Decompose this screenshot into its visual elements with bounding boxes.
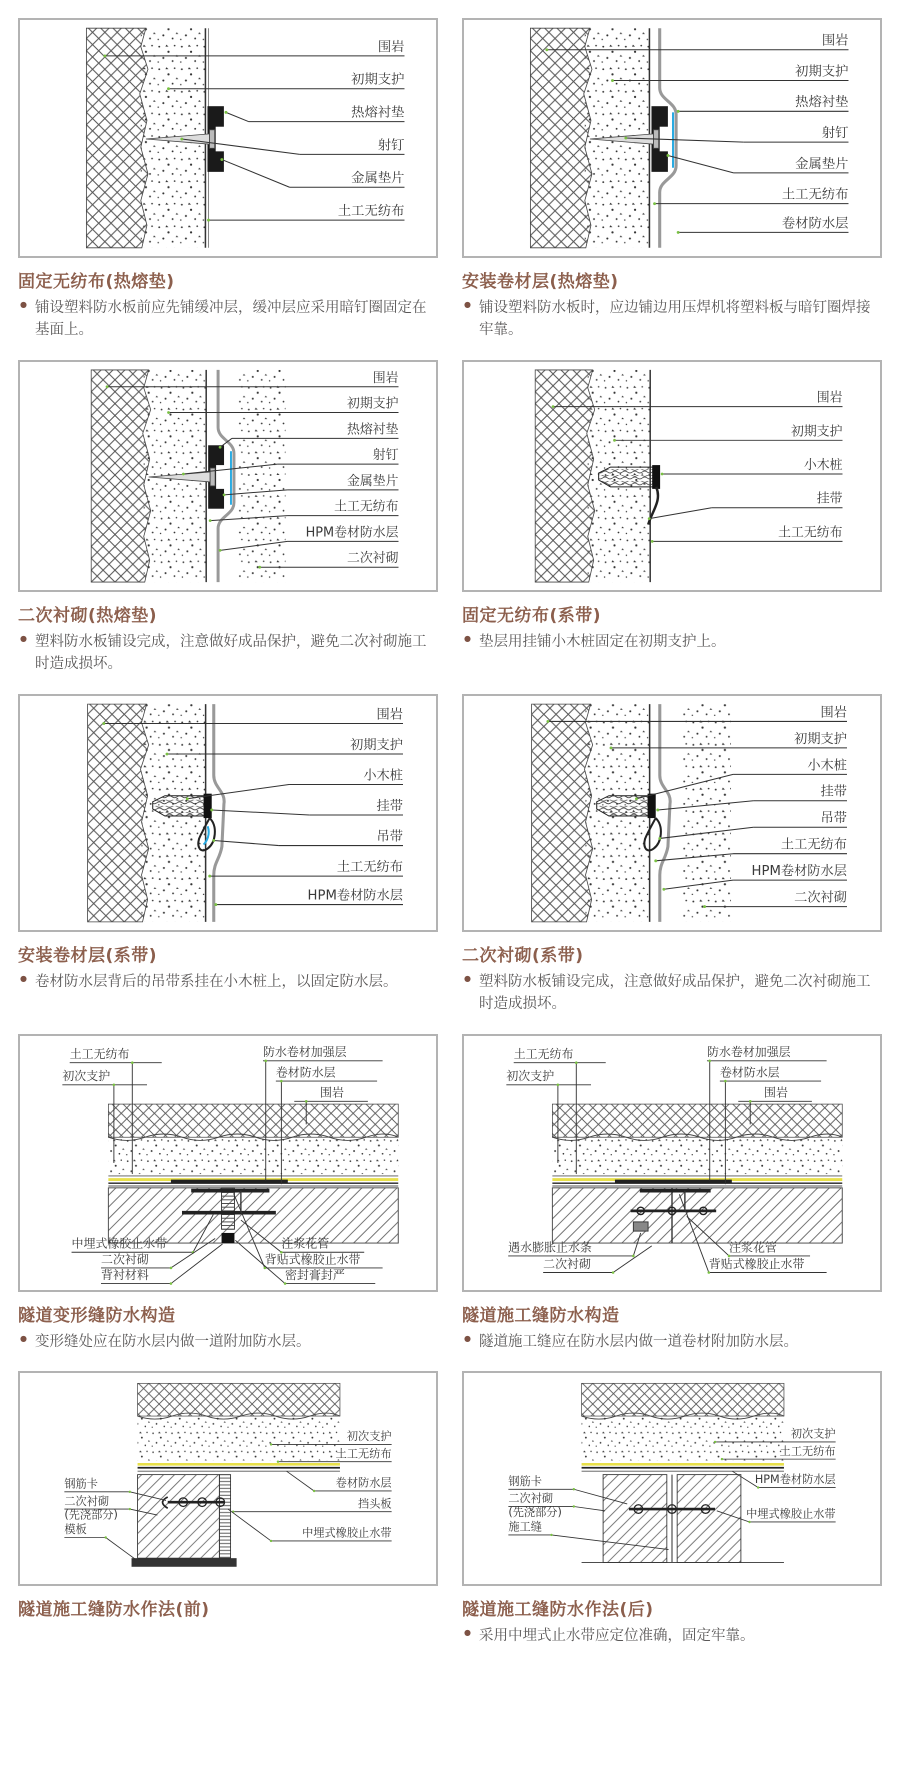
diagram-box [462, 360, 882, 592]
panel-title: 二次衬砌(热熔垫) [18, 605, 158, 626]
diagram-label: 初期支护 [351, 72, 405, 88]
diagram-box [18, 1371, 438, 1586]
diagram-shape [552, 1104, 842, 1137]
diagram-label: 钢筋卡 [64, 1477, 98, 1491]
diagram-label: HPM卷材防水层 [305, 525, 399, 541]
note-item [18, 1331, 438, 1353]
diagram-shape [599, 467, 655, 487]
diagram-label: 小木桩 [807, 758, 847, 774]
diagram-shape [597, 796, 650, 816]
diagram-label: 吊带 [820, 811, 847, 827]
diagram-shape [677, 1475, 741, 1563]
note-item [462, 297, 882, 342]
diagram-shape [633, 1222, 648, 1231]
diagram-shape [530, 28, 592, 248]
diagram-label: 防水卷材加强层 [262, 1045, 347, 1060]
diagram-label: (先浇部分) [508, 1506, 562, 1520]
diagram-label: 土工无纺布 [513, 1046, 574, 1061]
anchor-tick [703, 905, 706, 908]
anchor-tick [656, 808, 659, 811]
diagram-label: 土工无纺布 [69, 1046, 130, 1061]
diagram-label: 密封膏封严 [285, 1267, 345, 1282]
anchor-tick [105, 1537, 107, 1539]
anchor-tick [573, 1506, 575, 1508]
panel-notes [462, 297, 882, 342]
anchor-tick [214, 903, 217, 906]
anchor-tick [611, 79, 614, 82]
diagram-label: HPM卷材防水层 [754, 1473, 836, 1487]
anchor-tick [653, 202, 656, 205]
leader-line [649, 508, 711, 519]
panel-title: 安装卷材层(系带) [18, 945, 158, 966]
diagram-label: 围岩 [816, 390, 843, 406]
note-item [462, 631, 882, 653]
diagram-label: 围岩 [372, 370, 399, 386]
anchor-tick [573, 1488, 575, 1490]
anchor-tick [677, 110, 680, 113]
diagram-box [18, 18, 438, 258]
panel-construction-joint-detail [462, 1034, 882, 1353]
diagram-label: 二次衬砌 [794, 890, 847, 906]
anchor-tick [103, 54, 106, 57]
anchor-tick [721, 1458, 723, 1460]
anchor-tick [209, 519, 212, 522]
diagram-shape [204, 794, 212, 818]
panel-notes [462, 1331, 882, 1353]
diagram-label: 中埋式橡胶止水带 [746, 1507, 836, 1521]
panel-install-membrane-strap [18, 694, 438, 1016]
note-text: 塑料防水板铺设完成，注意做好成品保护，避免二次衬砌施工时造成损坏。 [35, 633, 427, 673]
anchor-tick [180, 138, 183, 141]
diagram-shape [210, 130, 215, 148]
leader-line [574, 1507, 605, 1511]
anchor-tick [131, 1061, 134, 1064]
diagram-label: HPM卷材防水层 [307, 888, 403, 904]
diagram-label: 初期支护 [346, 396, 399, 412]
diagram-label: 土工无纺布 [778, 525, 843, 541]
anchor-tick [612, 1271, 615, 1274]
diagram-label: 二次衬砌 [543, 1256, 591, 1271]
anchor-tick [613, 439, 616, 442]
anchor-tick [284, 1282, 287, 1285]
diagram-label: 初次支护 [506, 1068, 555, 1083]
panel-construction-joint-method-after [462, 1371, 882, 1647]
leader-line [106, 1538, 135, 1560]
diagram-shape [603, 1475, 667, 1563]
note-text: 卷材防水层背后的吊带系挂在小木桩上，以固定防水层。 [35, 973, 398, 990]
diagram-label: 吊带 [376, 829, 403, 845]
anchor-tick [651, 540, 654, 543]
anchor-tick [666, 154, 669, 157]
diagram-label: 土工无纺布 [335, 1447, 392, 1461]
diagram-shape [552, 1188, 842, 1243]
diagram-shape [138, 1416, 340, 1461]
anchor-tick [708, 1059, 711, 1062]
anchor-tick [546, 720, 549, 723]
diagram-shape [652, 465, 660, 489]
anchor-tick [167, 87, 170, 90]
anchor-tick [210, 808, 213, 811]
panel-title: 二次衬砌(系带) [462, 945, 584, 966]
anchor-tick [182, 473, 185, 476]
diagram-label: 小木桩 [803, 457, 843, 473]
panel-title: 固定无纺布(系带) [462, 605, 602, 626]
diagram-box [462, 18, 882, 258]
diagram-label: 挂带 [816, 491, 843, 507]
diagram-label: 卷材防水层 [335, 1476, 392, 1490]
note-item [462, 1331, 882, 1353]
diagram-shape [91, 370, 150, 582]
anchor-tick [219, 549, 222, 552]
diagram-label: 土工无纺布 [334, 499, 399, 515]
anchor-tick [166, 752, 169, 755]
diagram-label: 卷材防水层 [275, 1065, 336, 1080]
diagram-box [18, 694, 438, 932]
diagram-label: 注浆花管 [729, 1240, 777, 1255]
panel-notes [18, 971, 438, 993]
panel-deformation-joint-detail [18, 1034, 438, 1353]
leader-line [287, 1471, 315, 1491]
leader-line [212, 810, 310, 815]
leader-line [226, 112, 249, 121]
panel-notes [18, 631, 438, 676]
diagram-box [18, 360, 438, 592]
anchor-tick [212, 839, 215, 842]
panel-title: 隧道施工缝防水作法(前) [18, 1600, 210, 1621]
anchor-tick [207, 219, 210, 222]
diagram-label: 二次衬砌 [508, 1492, 554, 1506]
diagram-shape [138, 1384, 340, 1417]
panel-title: 隧道施工缝防水构造 [462, 1305, 620, 1326]
diagram-label: (先浇部分) [64, 1508, 118, 1522]
anchor-tick [313, 1490, 315, 1492]
panel-title: 隧道变形缝防水构造 [18, 1305, 176, 1326]
diagram-label: 钢筋卡 [508, 1475, 542, 1489]
anchor-tick [557, 1083, 560, 1086]
leader-line [613, 1246, 652, 1273]
diagram-label: 围岩 [320, 1085, 344, 1100]
panel-fix-nonwoven-hotmelt [18, 18, 438, 342]
diagram-label: 热熔衬垫 [346, 422, 399, 438]
diagram-shape [535, 370, 594, 582]
diagram-label: 小木桩 [363, 768, 403, 784]
anchor-tick [208, 875, 211, 878]
anchor-tick [170, 1282, 173, 1285]
panel-title: 安装卷材层(热熔垫) [462, 272, 619, 292]
note-text: 隧道施工缝应在防水层内做一道卷材附加防水层。 [479, 1333, 798, 1350]
panel-construction-joint-method-before [18, 1371, 438, 1647]
diagram-label: 中埋式橡胶止水带 [302, 1526, 392, 1540]
anchor-tick [219, 446, 222, 449]
anchor-tick [724, 1080, 727, 1083]
note-text: 铺设塑料防水板前应先铺缓冲层，缓冲层应采用暗钉圈固定在基面上。 [35, 300, 427, 339]
diagram-label: 土工无纺布 [780, 837, 847, 853]
diagram-shape [219, 1475, 230, 1559]
anchor-tick [167, 411, 170, 414]
anchor-tick [714, 1441, 716, 1443]
diagram-label: 初期支护 [790, 424, 843, 440]
diagram-label: 挂带 [820, 784, 847, 800]
leader-line [668, 155, 734, 172]
leader-line [222, 160, 290, 188]
diagram-label: 热熔衬垫 [351, 105, 405, 121]
panel-notes [462, 971, 882, 1016]
panel-secondary-lining-hotmelt [18, 360, 438, 676]
diagram-shape [108, 1104, 398, 1137]
diagram-label: 挂带 [376, 798, 403, 814]
diagram-label: 卷材防水层 [781, 216, 849, 232]
diagram-shape [132, 1558, 237, 1567]
diagram-box [18, 1034, 438, 1292]
anchor-tick [575, 1061, 578, 1064]
anchor-tick [106, 385, 109, 388]
diagram-label: 二次衬砌 [346, 551, 399, 567]
note-item [462, 971, 882, 1016]
diagram-label: 背贴式橡胶止水带 [708, 1256, 805, 1271]
diagram-label: 金属垫片 [795, 156, 849, 172]
diagram-box [462, 694, 882, 932]
anchor-tick [648, 517, 651, 520]
panel-notes [462, 1625, 882, 1647]
panel-title: 隧道施工缝防水作法(后) [462, 1600, 654, 1621]
diagram-label: 防水卷材加强层 [706, 1045, 791, 1060]
anchor-tick [270, 1540, 272, 1542]
anchor-tick [129, 1491, 131, 1493]
diagram-label: 二次衬砌 [101, 1252, 149, 1267]
diagram-box [462, 1034, 882, 1292]
anchor-tick [708, 1271, 711, 1274]
diagram-shape [532, 704, 593, 922]
anchor-tick [658, 837, 661, 840]
diagram-label: 二次衬砌 [64, 1495, 110, 1509]
anchor-tick [545, 48, 548, 51]
diagram-shape [108, 1137, 398, 1174]
diagram-shape [238, 370, 286, 582]
panel-notes [18, 297, 438, 342]
diagram-label: 土工无纺布 [336, 859, 403, 875]
note-item [18, 631, 438, 676]
diagram-label: 中埋式橡胶止水带 [71, 1236, 168, 1251]
note-text: 塑料防水板铺设完成，注意做好成品保护，避免二次衬砌施工时造成损坏。 [479, 973, 871, 1013]
anchor-tick [102, 722, 105, 725]
diagram-label: 初期支护 [350, 737, 403, 753]
diagram-shape [648, 794, 656, 818]
diagram-shape [108, 1188, 398, 1243]
diagram-shape [153, 796, 206, 816]
diagram-shape [222, 1233, 235, 1243]
anchor-tick [186, 797, 189, 800]
diagram-label: 射钉 [372, 448, 399, 464]
diagram-label: 注浆花管 [281, 1236, 330, 1251]
diagram-label: 土工无纺布 [337, 203, 405, 219]
anchor-tick [550, 1534, 552, 1536]
note-item [18, 297, 438, 342]
diagram-label: 围岩 [820, 705, 847, 721]
diagram-label: 围岩 [764, 1085, 788, 1100]
diagram-shape [138, 1475, 220, 1559]
diagram-label: 射钉 [821, 125, 849, 141]
diagram-shape [552, 1137, 842, 1174]
anchor-tick [661, 473, 664, 476]
diagram-label: 金属垫片 [346, 473, 399, 489]
anchor-tick [113, 1083, 116, 1086]
note-text: 铺设塑料防水板时，应边铺边用压焊机将塑料板与暗钉圈焊接牢靠。 [479, 300, 871, 339]
anchor-tick [258, 566, 261, 569]
diagram-label: HPM卷材防水层 [751, 863, 847, 879]
anchor-tick [757, 1487, 759, 1489]
diagram-label: 初次支护 [62, 1068, 111, 1083]
diagram-label: 初期支护 [794, 731, 847, 747]
panel-fix-nonwoven-strap [462, 360, 882, 676]
anchor-tick [635, 797, 638, 800]
diagram-shape [86, 28, 148, 248]
diagram-label: 初次支护 [790, 1427, 836, 1441]
panel-install-membrane-hotmelt [462, 18, 882, 342]
panel-secondary-lining-strap [462, 694, 882, 1016]
anchor-tick [225, 111, 228, 114]
diagram-label: 热熔衬垫 [795, 95, 849, 111]
anchor-tick [748, 1521, 750, 1523]
anchor-tick [624, 137, 627, 140]
note-text: 垫层用挂铺小木桩固定在初期支护上。 [479, 633, 726, 650]
diagram-label: 背贴式橡胶止水带 [264, 1252, 361, 1267]
diagram-label: 土工无纺布 [781, 187, 849, 203]
anchor-tick [632, 1254, 635, 1257]
diagram-shape [582, 1384, 784, 1417]
anchor-tick [129, 1508, 131, 1510]
anchor-tick [170, 1266, 173, 1269]
note-item [462, 1625, 882, 1647]
diagram-label: 初期支护 [795, 64, 849, 80]
diagram-shape [216, 127, 226, 152]
anchor-tick [277, 1461, 279, 1463]
diagram-label: 土工无纺布 [779, 1445, 836, 1459]
diagram-label: 模板 [64, 1523, 87, 1537]
diagram-shape [88, 704, 149, 922]
anchor-tick [305, 1100, 308, 1103]
anchor-tick [610, 746, 613, 749]
note-item [18, 971, 438, 993]
panel-notes [462, 631, 882, 653]
leader-line [171, 1244, 223, 1284]
anchor-tick [749, 1100, 752, 1103]
diagram-shape [222, 1188, 235, 1229]
anchor-tick [223, 493, 226, 496]
anchor-tick [280, 1080, 283, 1083]
anchor-tick [677, 231, 680, 234]
diagram-label: 围岩 [376, 707, 403, 723]
diagram-label: 遇水膨胀止水条 [508, 1240, 592, 1255]
diagram-label: 背衬材料 [101, 1267, 149, 1282]
anchor-tick [220, 158, 223, 161]
panel-title: 固定无纺布(热熔垫) [18, 272, 175, 292]
anchor-tick [662, 888, 665, 891]
diagram-shape [582, 1416, 784, 1461]
anchor-tick [264, 1059, 267, 1062]
diagram-label: 射钉 [377, 138, 405, 154]
anchor-tick [270, 1444, 272, 1446]
diagram-shape [214, 704, 224, 922]
panel-notes [18, 1331, 438, 1353]
diagram-shape [216, 465, 226, 489]
diagram-label: 挡头板 [358, 1497, 392, 1511]
diagram-label: 围岩 [821, 33, 849, 49]
diagram-label: 卷材防水层 [719, 1065, 780, 1080]
diagram-label: 围岩 [377, 39, 405, 55]
diagram-label: 初次支护 [346, 1430, 392, 1444]
leader-line [228, 1509, 271, 1541]
diagram-label: 金属垫片 [351, 171, 405, 187]
anchor-tick [552, 405, 555, 408]
diagram-box [462, 1371, 882, 1586]
diagram-label: 施工缝 [508, 1520, 542, 1534]
diagram-shape [682, 704, 731, 922]
anchor-tick [654, 859, 657, 862]
note-text: 采用中埋式止水带应定位准确，固定牢靠。 [479, 1628, 755, 1645]
note-text: 变形缝处应在防水层内做一道附加防水层。 [35, 1333, 311, 1350]
